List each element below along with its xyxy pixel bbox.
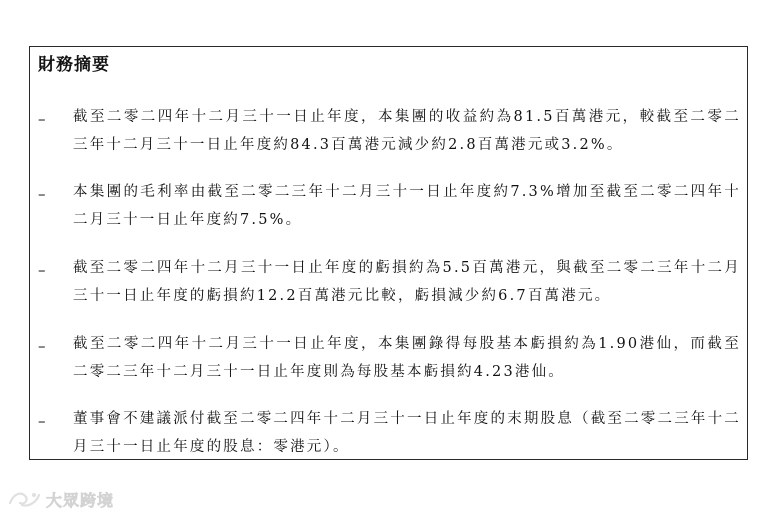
section-title: 財務摘要 [38,55,110,75]
watermark [8,486,114,512]
bullet-dash: – [38,337,46,355]
bullet-dash: – [38,185,46,203]
bullet-text: 董事會不建議派付截至二零二四年十二月三十一日止年度的末期股息（截至二零二三年十二月三十一日止年度的股息：零港元）。 [73,411,741,455]
watermark-text: 大眾跨境 [46,490,115,510]
bullet-text: 截至二零二四年十二月三十一日止年度，本集團的收益約為81.5百萬港元，較截至二零二三年十二月三十一日止年度約84.3百萬港元減少約2.8百萬港元或3.2%。 [73,109,741,153]
bullet-dash: – [38,110,46,128]
bullet-dash: – [38,412,46,430]
bullet-text: 本集團的毛利率由截至二零二三年十二月三十一日止年度約7.3%增加至截至二零二四年十二月三十一日止年度約7.5%。 [73,184,741,228]
bullet-text: 截至二零二四年十二月三十一日止年度的虧損約為5.5百萬港元，與截至二零二三年十二月三十一日止年度的虧損約12.2百萬港元比較，虧損減少約6.7百萬港元。 [73,260,741,304]
bullet-text: 截至二零二四年十二月三十一日止年度，本集團錄得每股基本虧損約為1.90港仙，而截至二零二三年十二月三十一日止年度則為每股基本虧損約4.23港仙。 [73,336,741,380]
bullet-dash: – [38,261,46,279]
watermark-logo-icon [8,489,42,509]
